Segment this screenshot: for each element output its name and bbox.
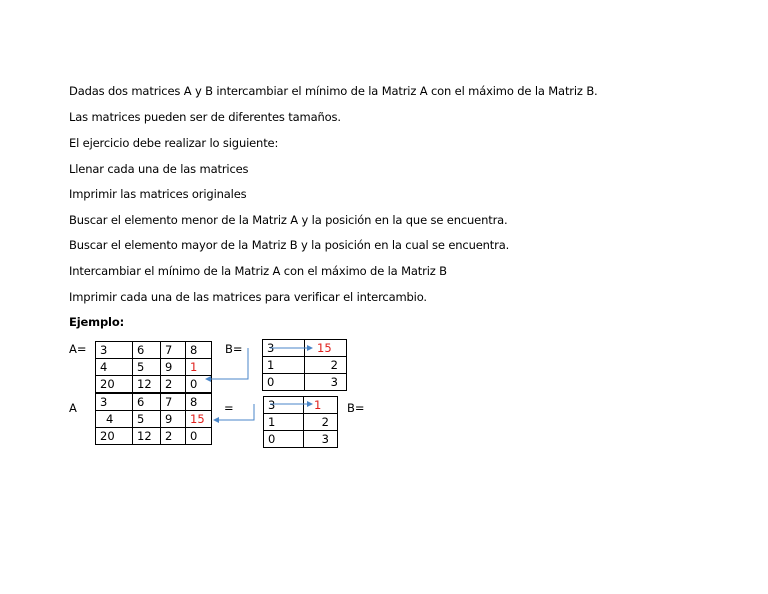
label-eq-after: = (224, 401, 234, 415)
matrix-cell: 0 (263, 374, 305, 391)
matrix-cell: 3 (264, 397, 304, 414)
matrix-cell: 7 (161, 394, 186, 411)
matrix-cell: 5 (133, 359, 161, 376)
matrix-cell: 7 (161, 342, 186, 359)
arrow-to-a-max-after (214, 404, 254, 420)
matrix-cell: 8 (186, 394, 212, 411)
matrix-cell: 6 (133, 394, 161, 411)
matrix-cell: 3 (263, 340, 305, 357)
matrix-cell: 5 (133, 411, 161, 428)
matrix-cell: 9 (161, 359, 186, 376)
matrix-cell: 3 (96, 342, 133, 359)
matrix-cell: 1 (264, 414, 304, 431)
arrow-to-a-min (206, 348, 248, 379)
matrix-cell: 0 (186, 428, 212, 445)
matrix-cell: 3 (305, 374, 347, 391)
matrix-cell: 12 (133, 428, 161, 445)
text-line-7: Buscar el elemento mayor de la Matriz B y la posición en la cual se encuentra. (69, 238, 510, 252)
matrix-cell: 2 (161, 428, 186, 445)
matrix-cell: 4 (96, 411, 133, 428)
matrix-cell: 0 (186, 376, 212, 393)
text-line-3: El ejercicio debe realizar lo siguiente: (69, 136, 279, 150)
label-b-before: B= (225, 342, 243, 356)
matrix-cell: 3 (304, 431, 338, 448)
matrix-cell: 2 (161, 376, 186, 393)
matrix-cell-min-highlight: 1 (186, 359, 212, 376)
text-line-5: Imprimir las matrices originales (69, 187, 247, 201)
text-line-1: Dadas dos matrices A y B intercambiar el mínimo de la Matriz A con el máximo de la Matriz B. (69, 84, 598, 98)
matrix-cell: 1 (263, 357, 305, 374)
label-b-after: B= (347, 401, 365, 415)
matrix-cell: 20 (96, 376, 133, 393)
text-line-4: Llenar cada una de las matrices (69, 162, 249, 176)
text-line-9: Imprimir cada una de las matrices para verificar el intercambio. (69, 290, 427, 304)
text-line-6: Buscar el elemento menor de la Matriz A y la posición en la que se encuentra. (69, 213, 508, 227)
matrix-cell: 8 (186, 342, 212, 359)
matrix-cell: 20 (96, 428, 133, 445)
matrix-cell: 12 (133, 376, 161, 393)
example-heading: Ejemplo: (69, 315, 125, 329)
matrix-cell: 6 (133, 342, 161, 359)
text-line-8: Intercambiar el mínimo de la Matriz A con el máximo de la Matriz B (69, 264, 447, 278)
matrix-cell: 9 (161, 411, 186, 428)
matrix-cell: 4 (96, 359, 133, 376)
matrix-cell: 0 (264, 431, 304, 448)
matrix-cell-swapped-highlight: 15 (186, 411, 212, 428)
matrix-cell: 3 (96, 394, 133, 411)
matrix-cell-max-highlight: 15 (305, 340, 347, 357)
text-line-2: Las matrices pueden ser de diferentes tamaños. (69, 110, 341, 124)
matrix-cell: 2 (305, 357, 347, 374)
label-a-after: A (69, 401, 77, 415)
matrix-cell-swapped-highlight: 1 (304, 397, 338, 414)
label-a-before: A= (69, 342, 87, 356)
matrix-cell: 2 (304, 414, 338, 431)
